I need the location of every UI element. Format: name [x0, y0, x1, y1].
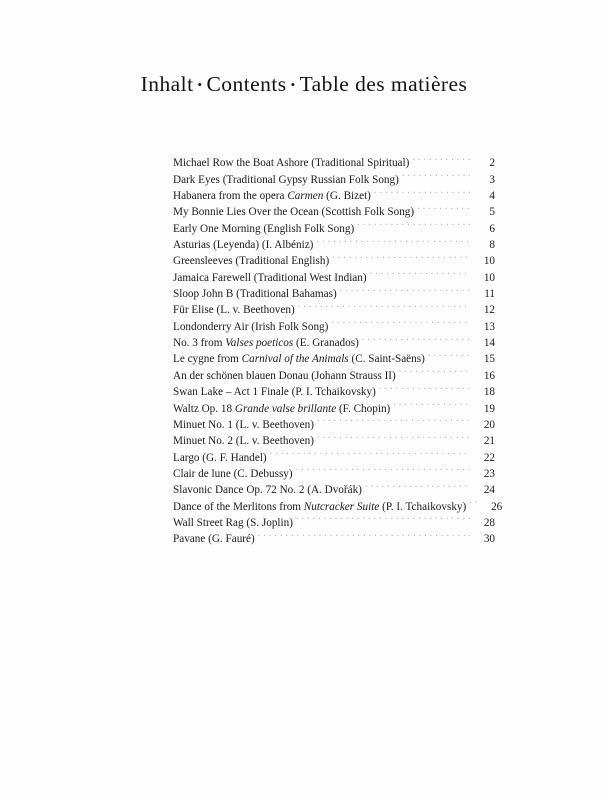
toc-entry-page-number: 18: [483, 386, 495, 399]
toc-entry-page-number: 30: [483, 533, 495, 546]
toc-entry-title: Für Elise (L. v. Beethoven): [173, 304, 295, 317]
toc-entry-title: Minuet No. 1 (L. v. Beethoven): [173, 418, 314, 431]
title-segment-german: Inhalt: [140, 72, 194, 96]
dot-leader: [428, 346, 470, 362]
toc-entry-page-number: 3: [489, 173, 495, 186]
toc-entry-page-number: 24: [483, 484, 495, 497]
table-of-contents-list: [173, 150, 503, 546]
toc-entry-title: No. 3 from Valses poeticos (E. Granados): [173, 337, 359, 350]
toc-entry-title: Swan Lake – Act 1 Finale (P. I. Tchaikovsky): [173, 386, 376, 399]
dot-leader: [374, 183, 470, 199]
dot-leader: [332, 248, 470, 264]
toc-entry-page-number: 10: [483, 271, 495, 284]
toc-entry-title: Slavonic Dance Op. 72 No. 2 (A. Dvořák): [173, 484, 362, 497]
title-segment-english: Contents: [206, 72, 287, 96]
title-separator-bullet-2: •: [290, 76, 296, 92]
toc-entry-page-number: 19: [483, 402, 495, 415]
toc-entry-title: Londonderry Air (Irish Folk Song): [173, 320, 329, 333]
toc-entry-page-number: 21: [483, 435, 495, 448]
toc-entry-page-number: 23: [483, 467, 495, 480]
toc-entry-title: Le cygne from Carnival of the Animals (C. Saint-Saëns): [173, 353, 425, 366]
title-segment-french: Table des matières: [299, 72, 468, 96]
toc-entry-title: Wall Street Rag (S. Joplin): [173, 516, 293, 529]
toc-entry-page-number: 11: [484, 288, 495, 301]
toc-entry-title: Jamaica Farewell (Traditional West Indian): [173, 271, 367, 284]
toc-entry-title: Asturias (Leyenda) (I. Albéniz): [173, 239, 314, 252]
toc-entry-title: Largo (G. F. Handel): [173, 451, 267, 464]
toc-entry-title: Habanera from the opera Carmen (G. Bizet): [173, 190, 371, 203]
toc-entry-page-number: 28: [483, 516, 495, 529]
toc-entry[interactable]: [173, 150, 495, 170]
toc-entry-title: My Bonnie Lies Over the Ocean (Scottish Folk Song): [173, 206, 415, 219]
dot-leader: [258, 526, 470, 542]
dot-leader: [399, 362, 470, 378]
dot-leader: [340, 281, 470, 297]
toc-entry-page-number: 8: [489, 239, 495, 252]
toc-entry-title: Early One Morning (English Folk Song): [173, 222, 355, 235]
dot-leader: [365, 477, 470, 493]
dot-leader: [402, 166, 470, 182]
dot-leader: [316, 232, 470, 248]
toc-entry-title: Pavane (G. Fauré): [173, 533, 255, 546]
toc-entry-page-number: 22: [483, 451, 495, 464]
dot-leader: [357, 215, 470, 231]
toc-entry-page-number: 2: [489, 157, 495, 170]
toc-entry-title: Michael Row the Boat Ashore (Traditional Spiritual): [173, 157, 410, 170]
dot-leader: [270, 444, 470, 460]
toc-entry-page-number: 10: [483, 255, 495, 268]
toc-entry-title: Sloop John B (Traditional Bahamas): [173, 288, 337, 301]
dot-leader: [379, 379, 470, 395]
dot-leader: [317, 428, 470, 444]
toc-entry-page-number: 12: [483, 304, 495, 317]
dot-leader: [296, 461, 470, 477]
toc-entry-title: An der schönen blauen Donau (Johann Strauss II): [173, 369, 396, 382]
dot-leader: [298, 297, 470, 313]
toc-entry-page-number: 5: [489, 206, 495, 219]
toc-entry-page-number: 20: [483, 418, 495, 431]
toc-entry-page-number: 16: [483, 369, 495, 382]
dot-leader: [412, 150, 470, 166]
toc-entry-title: Dance of the Merlitons from Nutcracker Suite (P. I. Tchaikovsky): [173, 500, 467, 513]
toc-entry-page-number: 4: [489, 190, 495, 203]
toc-entry-page-number: 6: [489, 222, 495, 235]
toc-entry-page-number: 14: [483, 337, 495, 350]
toc-entry-page-number: 26: [491, 500, 503, 513]
toc-entry-page-number: 15: [483, 353, 495, 366]
dot-leader: [393, 395, 470, 411]
page-title: [0, 72, 608, 97]
toc-entry-title: Clair de lune (C. Debussy): [173, 467, 293, 480]
toc-entry-title: Waltz Op. 18 Grande valse brillante (F. Chopin): [173, 402, 391, 415]
dot-leader: [362, 330, 470, 346]
toc-entry-title: Dark Eyes (Traditional Gypsy Russian Folk Song): [173, 173, 399, 186]
toc-entry-title: Greensleeves (Traditional English): [173, 255, 330, 268]
dot-leader: [370, 264, 470, 280]
toc-entry-title: Minuet No. 2 (L. v. Beethoven): [173, 435, 314, 448]
title-separator-bullet-1: •: [197, 76, 203, 92]
dot-leader: [417, 199, 470, 215]
dot-leader: [317, 412, 470, 428]
dot-leader: [469, 493, 477, 509]
dot-leader: [331, 313, 470, 329]
dot-leader: [296, 510, 470, 526]
toc-entry-page-number: 13: [483, 320, 495, 333]
